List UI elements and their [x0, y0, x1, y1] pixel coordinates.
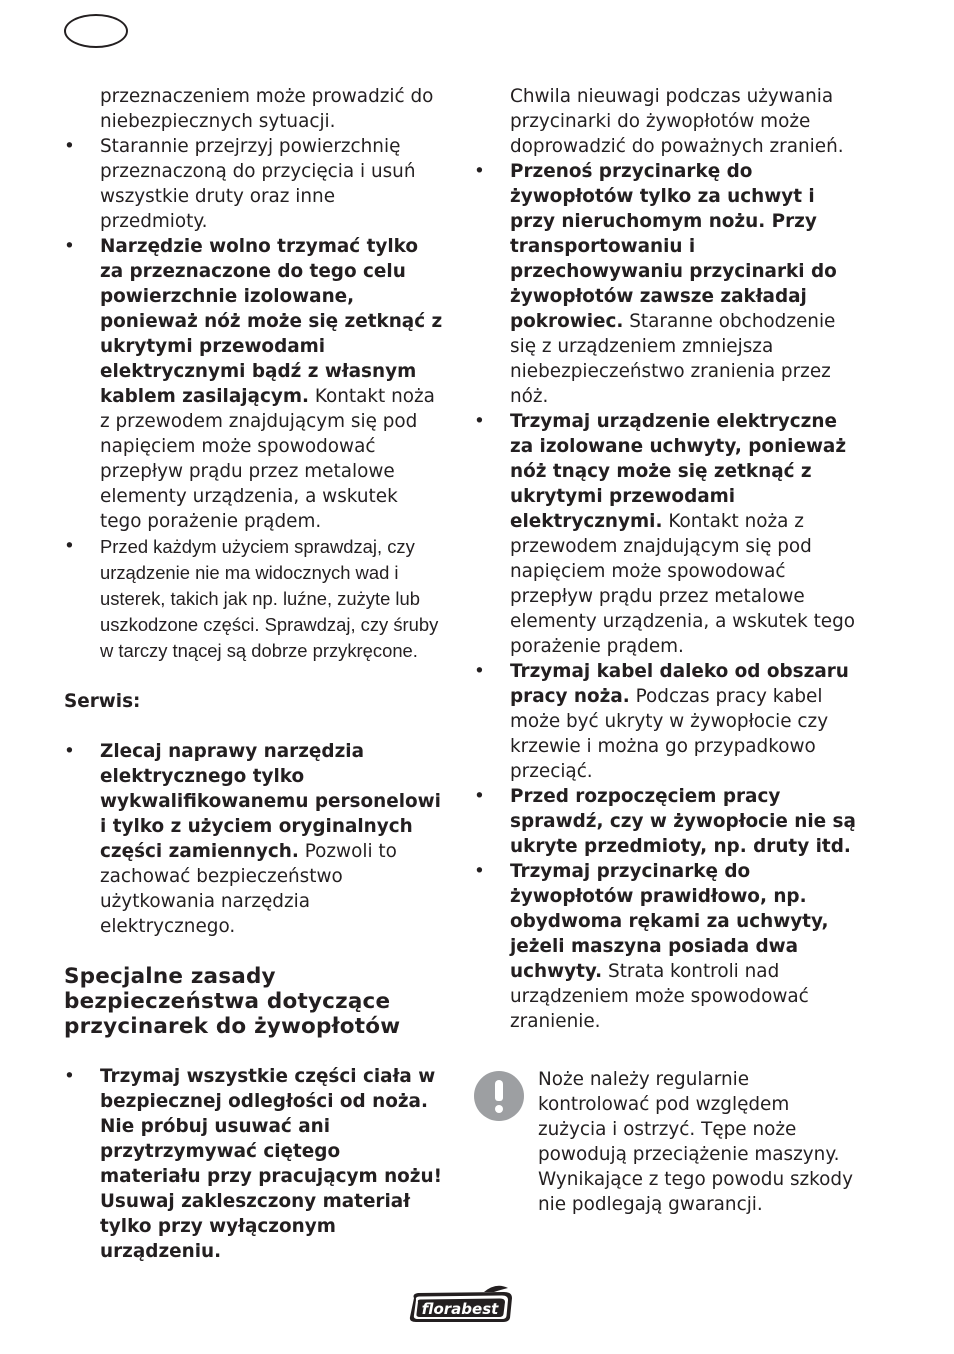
right-column	[474, 84, 860, 1217]
logo-text: florabest	[421, 1300, 499, 1318]
hedge-trimmer-safety-list	[64, 1064, 444, 1264]
service-list	[64, 739, 444, 939]
section-heading: Specjalne zasady bezpieczeństwa dotyczące przycinarek do żywopłotów	[64, 964, 401, 1039]
hedge-trimmer-safety-list-continued	[474, 159, 860, 1034]
list-item: • Trzymaj przycinarkę do żywopłotów prawidłowo, np. obydwoma rękami za uchwyty, jeżeli maszyna posiada dwa uchwyty. Strata kontroli nad urządzeniem może spowodować zranienie.	[474, 859, 860, 1034]
service-heading: Serwis:	[64, 691, 141, 712]
list-item: • Narzędzie wolno trzymać tylko za przeznaczone do tego celu powierzchnie izolowane, ponieważ nóż może się zetknąć z ukrytymi przewodami elektrycznymi bądź z własnym kablem zasilającym. Kontakt noża z przewodem znajdującym się pod napięciem może spowodować przepływ prądu przez metalowe elementy urządzenia, a wskutek tego porażenie prądem.	[64, 234, 444, 534]
warning-note	[474, 1067, 860, 1217]
safety-list-general	[64, 134, 444, 664]
list-item: • Trzymaj urządzenie elektryczne za izolowane uchwyty, ponieważ nóż tnący może się zetknąć z ukrytymi przewodami elektrycznymi. Kontakt noża z przewodem znajdującym się pod napięciem może spowodować przepływ prądu przez metalowe elementy urządzenia, a wskutek tego porażenie prądem.	[474, 409, 860, 659]
list-item: • Zlecaj naprawy narzędzia elektrycznego tylko wykwalifikowanemu personelowi i tylko z użyciem oryginalnych części zamiennych. Pozwoli to zachować bezpieczeństwo użytkowania narzędzia elektrycznego.	[64, 739, 444, 939]
language-badge	[64, 14, 128, 48]
left-column	[64, 84, 444, 1264]
list-item: • Trzymaj wszystkie części ciała w bezpiecznej odległości od noża. Nie próbuj usuwać ani przytrzymywać ciętego materiału przy pracującym nożu! Usuwaj zakleszczony materiał tylko przy wyłączonym urządzeniu.	[64, 1064, 444, 1264]
continued-text: przeznaczeniem może prowadzić do niebezpiecznych sytuacji.	[100, 86, 434, 132]
list-item: • Przed każdym użyciem sprawdzaj, czy urządzenie nie ma widocznych wad i usterek, takich jak np. luźne, zużyte lub uszkodzone części. Sprawdzaj, czy śruby w tarczy tnącej są dobrze przykręcone.	[64, 534, 444, 664]
list-item: • Starannie przejrzyj powierzchnię przeznaczoną do przycięcia i usuń wszystkie druty oraz inne przedmioty.	[64, 134, 444, 234]
list-item: • Przenoś przycinarkę do żywopłotów tylko za uchwyt i przy nieruchomym nożu. Przy transportowaniu i przechowywaniu przycinarki do żywopłotów zawsze zakładaj pokrowiec. Staranne obchodzenie się z urządzeniem zmniejsza niebezpieczeństwo zranienia przez nóż.	[474, 159, 860, 409]
florabest-logo	[404, 1284, 516, 1326]
continued-text: Chwila nieuwagi podczas używania przycinarki do żywopłotów może doprowadzić do poważnych zranień.	[510, 86, 844, 157]
exclamation-icon	[474, 1071, 524, 1121]
warning-text: Noże należy regularnie kontrolować pod względem zużycia i ostrzyć. Tępe noże powodują przeciążenie maszyny. Wynikające z tego powodu szkody nie podlegają gwarancji.	[538, 1069, 853, 1215]
list-item: • Trzymaj kabel daleko od obszaru pracy noża. Podczas pracy kabel może być ukryty w żywopłocie czy krzewie i można go przypadkowo przeciąć.	[474, 659, 860, 784]
list-item: • Przed rozpoczęciem pracy sprawdź, czy w żywopłocie nie są ukryte przedmioty, np. druty itd.	[474, 784, 860, 859]
